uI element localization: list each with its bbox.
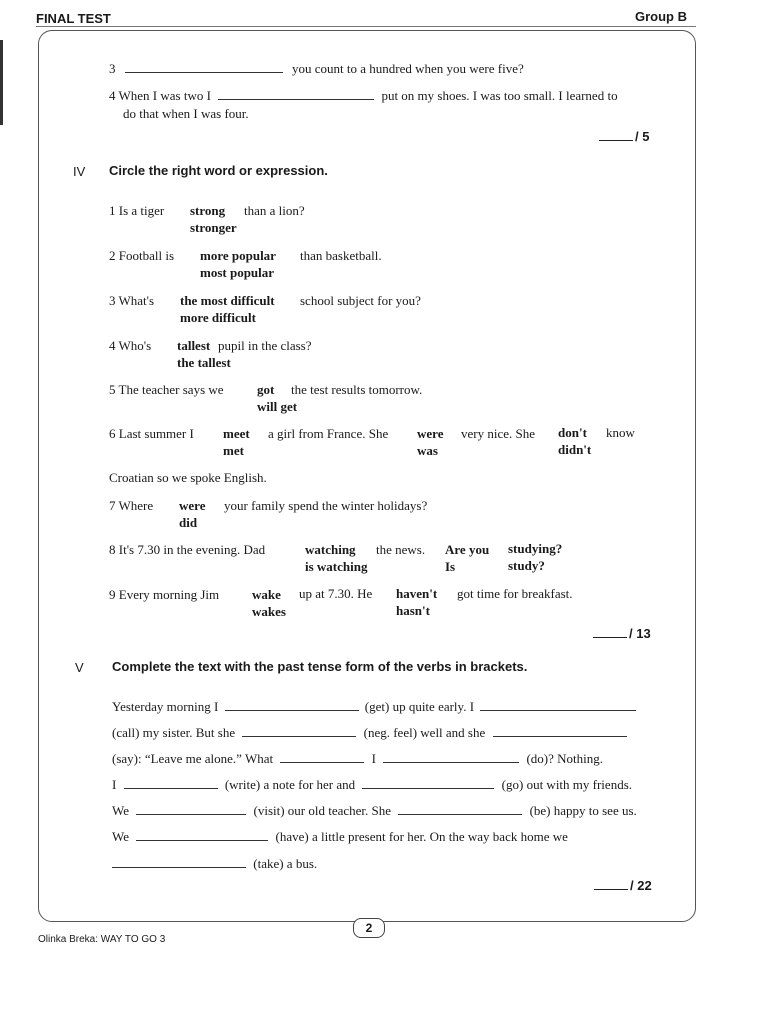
item-5: 5 The teacher says we [109,382,224,397]
option-will-get[interactable]: will get [257,399,298,414]
item-4-rest: pupil in the class? [218,338,312,353]
page-number: 2 [353,918,385,938]
option-were[interactable]: were [179,498,206,513]
item-9-rest: got time for breakfast. [457,586,573,601]
section-4-number: IV [73,164,86,179]
option-more-popular[interactable]: more popular [200,248,276,263]
question-3: 3 you count to a hundred when you were five? [109,61,524,76]
question-4-line2: do that when I was four. [123,106,249,121]
option-got[interactable]: got [257,382,275,397]
answer-blank[interactable] [480,699,636,711]
item-7: 7 Where [109,498,154,513]
option-tallest[interactable]: tallest [177,338,211,353]
option-watching[interactable]: watching [305,542,356,557]
option-most-popular[interactable]: most popular [200,265,275,280]
option-is[interactable]: Is [445,559,456,574]
answer-blank[interactable] [136,803,246,815]
item-4: 4 Who's [109,338,152,353]
item-6-line2: Croatian so we spoke English. [109,470,267,485]
text-line-3: (say): “Leave me alone.” What I (do)? Nothing. [112,751,603,766]
option-dont[interactable]: don't [558,425,587,440]
option-strong[interactable]: strong [190,203,226,218]
answer-blank[interactable] [124,777,218,789]
text-line-1: Yesterday morning I (get) up quite early. I [112,699,636,715]
item-8: 8 It's 7.30 in the evening. Dad [109,542,266,557]
option-didnt[interactable]: didn't [558,442,592,457]
answer-blank[interactable] [225,699,359,711]
item-9-mid: up at 7.30. He [299,586,373,601]
answer-blank[interactable] [362,777,494,789]
option-the-tallest[interactable]: the tallest [177,355,231,370]
footer-credit: Olinka Breka: WAY TO GO 3 [38,934,166,945]
group-label: Group B [635,9,687,24]
option-stronger[interactable]: stronger [190,220,237,235]
option-are-you[interactable]: Are you [445,542,490,557]
text-line-2: (call) my sister. But she (neg. feel) well and she [112,725,627,741]
text-line-5: We (visit) our old teacher. She (be) happy to see us. [112,803,637,818]
option-wake[interactable]: wake [252,587,281,602]
item-1: 1 Is a tiger [109,203,165,218]
item-3: 3 What's [109,293,155,308]
option-study[interactable]: study? [508,558,545,573]
option-hasnt[interactable]: hasn't [396,603,430,618]
item-2: 2 Football is [109,248,175,263]
item-6: 6 Last summer I [109,426,194,441]
option-the-most-difficult[interactable]: the most difficult [180,293,275,308]
text-line-6: We (have) a little present for her. On the way back home we [112,829,568,844]
item-9: 9 Every morning Jim [109,587,220,602]
score-section-4: / 13 [593,626,651,641]
item-6-end: know [606,425,635,440]
score-section-5: / 22 [594,878,652,893]
item-7-rest: your family spend the winter holidays? [224,498,428,513]
option-met[interactable]: met [223,443,244,458]
section-5-number: V [75,660,84,675]
option-more-difficult[interactable]: more difficult [180,310,256,325]
item-2-rest: than basketball. [300,248,382,263]
header-rule [36,26,696,27]
option-were[interactable]: were [417,426,444,441]
section-5-title: Complete the text with the past tense form of the verbs in brackets. [112,659,528,674]
item-3-rest: school subject for you? [300,293,421,308]
text-line-7: (take) a bus. [112,856,317,872]
option-studying[interactable]: studying? [508,541,563,556]
option-did[interactable]: did [179,515,198,530]
item-6-mid2: very nice. She [461,426,536,441]
answer-blank[interactable] [136,829,268,841]
test-title: FINAL TEST [36,11,111,26]
item-6-mid: a girl from France. She [268,426,389,441]
section-4-title: Circle the right word or expression. [109,163,328,178]
answer-blank[interactable] [280,751,364,763]
answer-blank[interactable] [112,856,246,868]
answer-blank[interactable] [493,725,627,737]
text-line-4: I (write) a note for her and (go) out with my friends. [112,777,632,792]
option-meet[interactable]: meet [223,426,250,441]
option-wakes[interactable]: wakes [252,604,286,619]
option-is-watching[interactable]: is watching [305,559,368,574]
question-4: 4 When I was two I put on my shoes. I was too small. I learned to [109,88,618,103]
answer-blank[interactable] [383,751,519,763]
option-havent[interactable]: haven't [396,586,438,601]
item-1-rest: than a lion? [244,203,305,218]
scan-edge-mark [0,40,3,125]
item-8-mid: the news. [376,542,426,557]
score-section-3: / 5 [599,129,649,144]
answer-blank[interactable] [398,803,522,815]
answer-blank[interactable] [218,88,374,100]
item-5-rest: the test results tomorrow. [291,382,423,397]
answer-blank[interactable] [242,725,356,737]
answer-blank[interactable] [125,61,283,73]
option-was[interactable]: was [417,443,438,458]
